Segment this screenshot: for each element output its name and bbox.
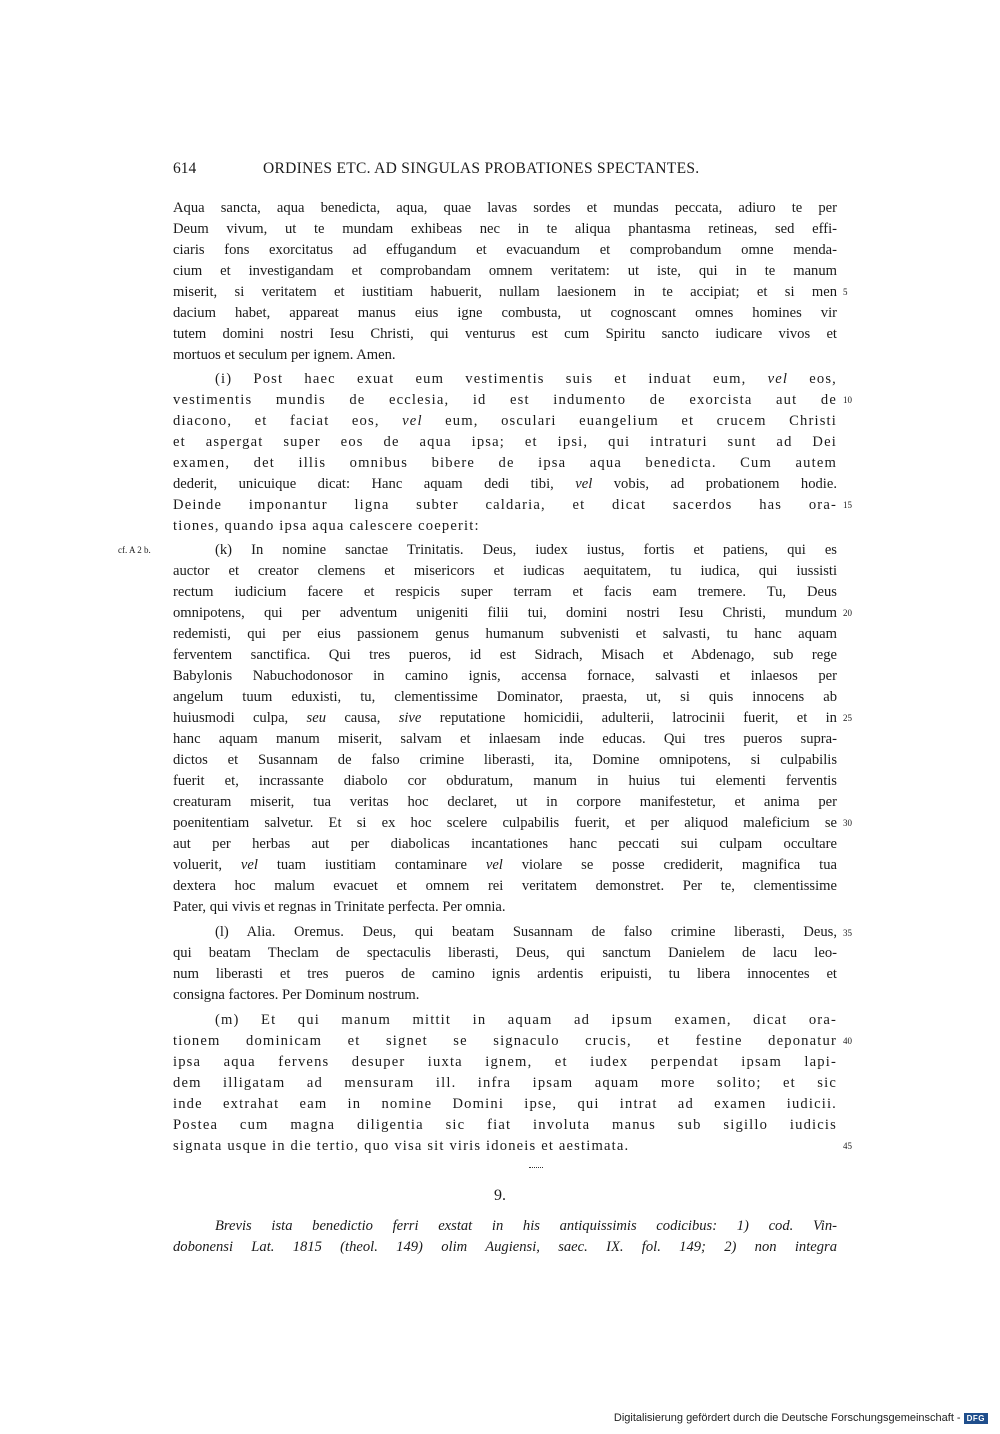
separator <box>529 1167 543 1169</box>
text-line: vestimentis mundis de ecclesia, id est indumento de exorcista aut de <box>173 392 837 408</box>
line-number: 45 <box>843 1141 852 1151</box>
running-title: ORDINES ETC. AD SINGULAS PROBATIONES SPECTANTES. <box>263 160 700 177</box>
text-line: tutem domini nostri Iesu Christi, qui venturus est cum Spiritu sancto iudicare vivos et <box>173 326 837 342</box>
text-line: Deum vivum, ut te mundam exhibeas nec in te aliqua phantasma retineas, sed effi- <box>173 221 837 237</box>
text-line: Deinde imponantur ligna subter caldaria, et dicat sacerdos has ora- <box>173 497 837 513</box>
line-number: 15 <box>843 500 852 510</box>
line-number: 40 <box>843 1036 852 1046</box>
text-line: Babylonis Nabuchodonosor in camino ignis, accensa fornace, salvasti et inlaesos per <box>173 668 837 684</box>
paragraph-l <box>173 922 837 1006</box>
text-line: Brevis ista benedictio ferri exstat in his antiquissimis codicibus: 1) cod. Vin- <box>215 1218 837 1234</box>
paragraph-k <box>173 540 837 918</box>
text-line: dextera hoc malum evacuet et omnem rei veritatem demonstret. Per te, clementissime <box>173 878 837 894</box>
text-line: Aqua sancta, aqua benedicta, aqua, quae lavas sordes et mundas peccata, adiuro te per <box>173 200 837 216</box>
text-line: auctor et creator clemens et misericors et iudicas aequitatem, tu iudica, qui iussisti <box>173 563 837 579</box>
text-line: ipsa aqua fervens desuper iuxta ignem, et iudex perpendat ipsam lapi- <box>173 1054 837 1070</box>
text-line: Postea cum magna diligentia sic fiat involuta manus sub sigillo iudicis <box>173 1117 837 1133</box>
text-line: (k) In nomine sanctae Trinitatis. Deus, iudex iustus, fortis et patiens, qui es <box>215 542 837 558</box>
text-line: mortuos et seculum per ignem. Amen. <box>173 347 396 363</box>
text-line: cium et investigandam et comprobandam omnem veritatem: ut iste, qui in te manum <box>173 263 837 279</box>
text-line: (i) Post haec exuat eum vestimentis suis et induat eum, vel eos, <box>215 371 837 387</box>
text-line: voluerit, vel tuam iustitiam contaminare vel violare se posse crediderit, magnifica tua <box>173 857 837 873</box>
text-line: qui beatam Theclam de spectaculis liberasti, Deus, qui sanctum Danielem de lacu leo- <box>173 945 837 961</box>
text-line: redemisti, qui per eius passionem genus humanum subvenisti et salvasti, tu hanc aquam <box>173 626 837 642</box>
text-line: num liberasti et tres pueros de camino ignis ardentis eripuisti, tu libera innocentes et <box>173 966 837 982</box>
text-line: dobonensi Lat. 1815 (theol. 149) olim Augiensi, saec. IX. fol. 149; 2) non integra <box>173 1239 837 1255</box>
footer-credit <box>614 1412 988 1424</box>
text-line: rectum iudicium facere et respicis super terram et facis eam tremere. Tu, Deus <box>173 584 837 600</box>
text-line: hanc aquam manum miserit, salvam et inlaesam inde educas. Qui tres pueros supra- <box>173 731 837 747</box>
line-number: 25 <box>843 713 852 723</box>
dfg-logo: DFG <box>964 1413 988 1424</box>
text-line: Pater, qui vivis et regnas in Trinitate perfecta. Per omnia. <box>173 899 506 915</box>
text-line: poenitentiam salvetur. Et si ex hoc scelere culpabilis fuerit, et per aliquod maleficium se <box>173 815 837 831</box>
page-header <box>173 160 837 182</box>
section-intro <box>173 1216 837 1258</box>
footer-text: Digitalisierung gefördert durch die Deutsche Forschungsgemeinschaft - <box>613 1412 961 1424</box>
text-line: ferventem sanctifica. Qui tres pueros, id est Sidrach, Misach et Abdenago, sub rege <box>173 647 837 663</box>
text-line: (l) Alia. Oremus. Deus, qui beatam Susannam de falso crimine liberasti, Deus, <box>215 924 837 940</box>
text-line: diacono, et faciat eos, vel eum, osculari euangelium et crucem Christi <box>173 413 838 429</box>
line-number: 35 <box>843 928 852 938</box>
text-line: inde extrahat eam in nomine Domini ipse, qui intrat ad examen iudicii. <box>173 1096 837 1112</box>
section-number: 9. <box>494 1187 506 1204</box>
text-line: dederit, unicuique dicat: Hanc aquam dedi tibi, vel vobis, ad probationem hodie. <box>173 476 837 492</box>
text-line: dacium habet, appareat manus eius igne combusta, ut cognoscant omnes homines vir <box>173 305 837 321</box>
margin-note: cf. A 2 b. <box>118 545 151 555</box>
text-line: miserit, si veritatem et iustitiam habuerit, nullam laesionem in te accipiat; et si men <box>173 284 837 300</box>
text-line: aut per herbas aut per diabolicas incantationes hanc peccati sui culpam occultare <box>173 836 837 852</box>
text-line: fuerit et, incrassante diabolo cor obduratum, manum in huius tui elementi ferventis <box>173 773 837 789</box>
text-line: tionem dominicam et signet se signaculo crucis, et festine deponatur <box>173 1033 837 1049</box>
text-line: dem illigatam ad mensuram ill. infra ipsam aquam more solito; et sic <box>173 1075 837 1091</box>
text-line: huiusmodi culpa, seu causa, sive reputatione homicidii, adulterii, latrocinii fuerit, et in <box>173 710 837 726</box>
page-number: 614 <box>173 160 197 177</box>
line-number: 5 <box>843 287 848 297</box>
paragraph-i <box>173 369 837 537</box>
line-number: 10 <box>843 395 852 405</box>
text-line: dictos et Susannam de falso crimine liberasti, ita, Domine omnipotens, si culpabilis <box>173 752 837 768</box>
text-line: omnipotens, qui per adventum unigeniti filii tui, domini nostri Iesu Christi, mundum <box>173 605 837 621</box>
line-number: 30 <box>843 818 852 828</box>
text-line: examen, det illis omnibus bibere de ipsa aqua benedicta. Cum autem <box>173 455 837 471</box>
text-line: consigna factores. Per Dominum nostrum. <box>173 987 420 1003</box>
text-line: et aspergat super eos de aqua ipsa; et ipsi, qui intraturi sunt ad Dei <box>173 434 837 450</box>
text-line: ciaris fons exorcitatus ad effugandum et evacuandum et comprobandum omne menda- <box>173 242 837 258</box>
text-line: angelum tuum eduxisti, tu, clementissime Dominator, praesta, ut, si quis innocens ab <box>173 689 837 705</box>
paragraph-m <box>173 1010 837 1157</box>
text-line: (m) Et qui manum mittit in aquam ad ipsum examen, dicat ora- <box>215 1012 837 1028</box>
paragraph-prayer-water <box>173 198 837 366</box>
text-line: signata usque in die tertio, quo visa sit viris idoneis et aestimata. <box>173 1138 630 1154</box>
text-line: creaturam miserit, tua veritas hoc declaret, ut in corpore manifestetur, et anima per <box>173 794 837 810</box>
text-line: tiones, quando ipsa aqua calescere coeperit: <box>173 518 480 534</box>
line-number: 20 <box>843 608 852 618</box>
